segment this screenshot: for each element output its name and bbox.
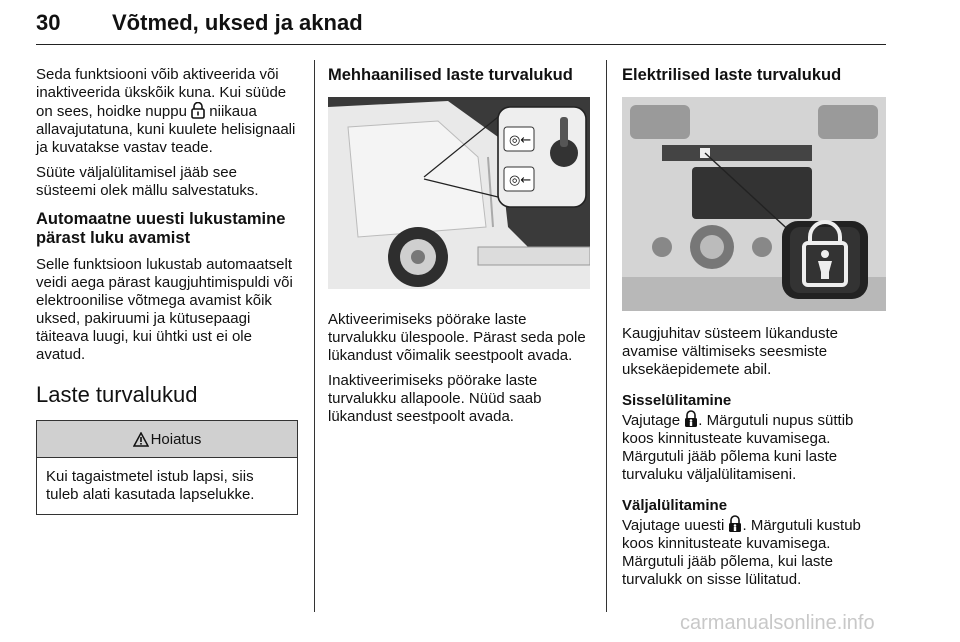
warning-text: Kui tagaistmetel istub lapsi, siis tuleb alati kasutada lapselukke. <box>46 468 255 503</box>
electric-lock-heading: Elektrilised laste turvalukud <box>622 66 842 84</box>
svg-text:◎←: ◎← <box>509 173 532 188</box>
warning-header <box>37 421 297 458</box>
warning-title: Hoiatus <box>150 430 202 448</box>
memory-paragraph: Süüte väljalülitamisel jääb see süsteemi olek mällu salvestatuks. <box>36 164 259 199</box>
column-divider <box>606 60 607 612</box>
deactivate-paragraph: Inaktiveerimiseks pöörake laste turvalukku allapoole. Nüüd saab lükandust seestpoolt avada. <box>328 372 542 425</box>
warning-box <box>36 420 298 515</box>
watermark: carmanualsonline.info <box>680 612 875 634</box>
switch-on-heading: Sisselülitamine <box>622 392 732 409</box>
column-divider <box>314 60 315 612</box>
switch-off-text: Vajutage uuesti . Märgutuli kustub koos kinnitusteate kuvamisega. Märgutuli jääb põlema, kui laste turvalukk on sisse lülitatud. <box>622 517 861 588</box>
electric-intro: Kaugjuhitav süsteem lükanduste avamise vältimiseks seesmiste uksekäepidemete abil. <box>622 325 838 378</box>
activate-paragraph: Aktiveerimiseks pöörake laste turvalukku ülespoole. Pärast seda pole lükandust võimalik seestpoolt avada. <box>328 311 586 364</box>
auto-relock-text: Selle funktsioon lukustab automaatselt veidi aega pärast kaugjuhtimispuldi või elektroonilise võtmega avamist kõik uksed, pakiruumi ja kütusepaagi täiteava luugi, kui ühtki ust ei ole avatud. <box>36 256 293 363</box>
intro-paragraph: Seda funktsiooni võib aktiveerida või inaktiveerida ükskõik kuna. Kui süüde on sees, hoidke nuppu niikaua allavajutatuna, kuni kuulete helisignaali ja kuvatakse vastav teade. <box>36 66 296 156</box>
column-middle <box>328 66 590 433</box>
svg-text:◎←: ◎← <box>509 133 532 148</box>
page-title: Võtmed, uksed ja aknad <box>112 10 363 35</box>
column-right <box>622 66 886 596</box>
switch-on-text: Vajutage . Märgutuli nupus süttib koos kinnitusteate kuvamisega. Märgutuli jääb põlema kuni laste turvaluku väljalülitamiseni. <box>622 412 854 483</box>
van-rear-illustration <box>328 97 590 289</box>
dashboard-illustration <box>622 97 886 311</box>
warning-triangle-icon <box>133 432 149 447</box>
auto-relock-heading: Automaatne uuesti lukustamine pärast luku avamist <box>36 210 286 247</box>
page-header <box>36 6 886 45</box>
switch-off-heading: Väljalülitamine <box>622 497 728 514</box>
child-lock-icon <box>728 515 742 533</box>
child-lock-icon <box>684 410 698 428</box>
section-title: Laste turvalukud <box>36 382 198 407</box>
padlock-icon <box>191 102 205 119</box>
page-number: 30 <box>36 10 61 35</box>
mechanical-lock-heading: Mehhaanilised laste turvalukud <box>328 66 573 84</box>
column-left <box>36 66 298 515</box>
